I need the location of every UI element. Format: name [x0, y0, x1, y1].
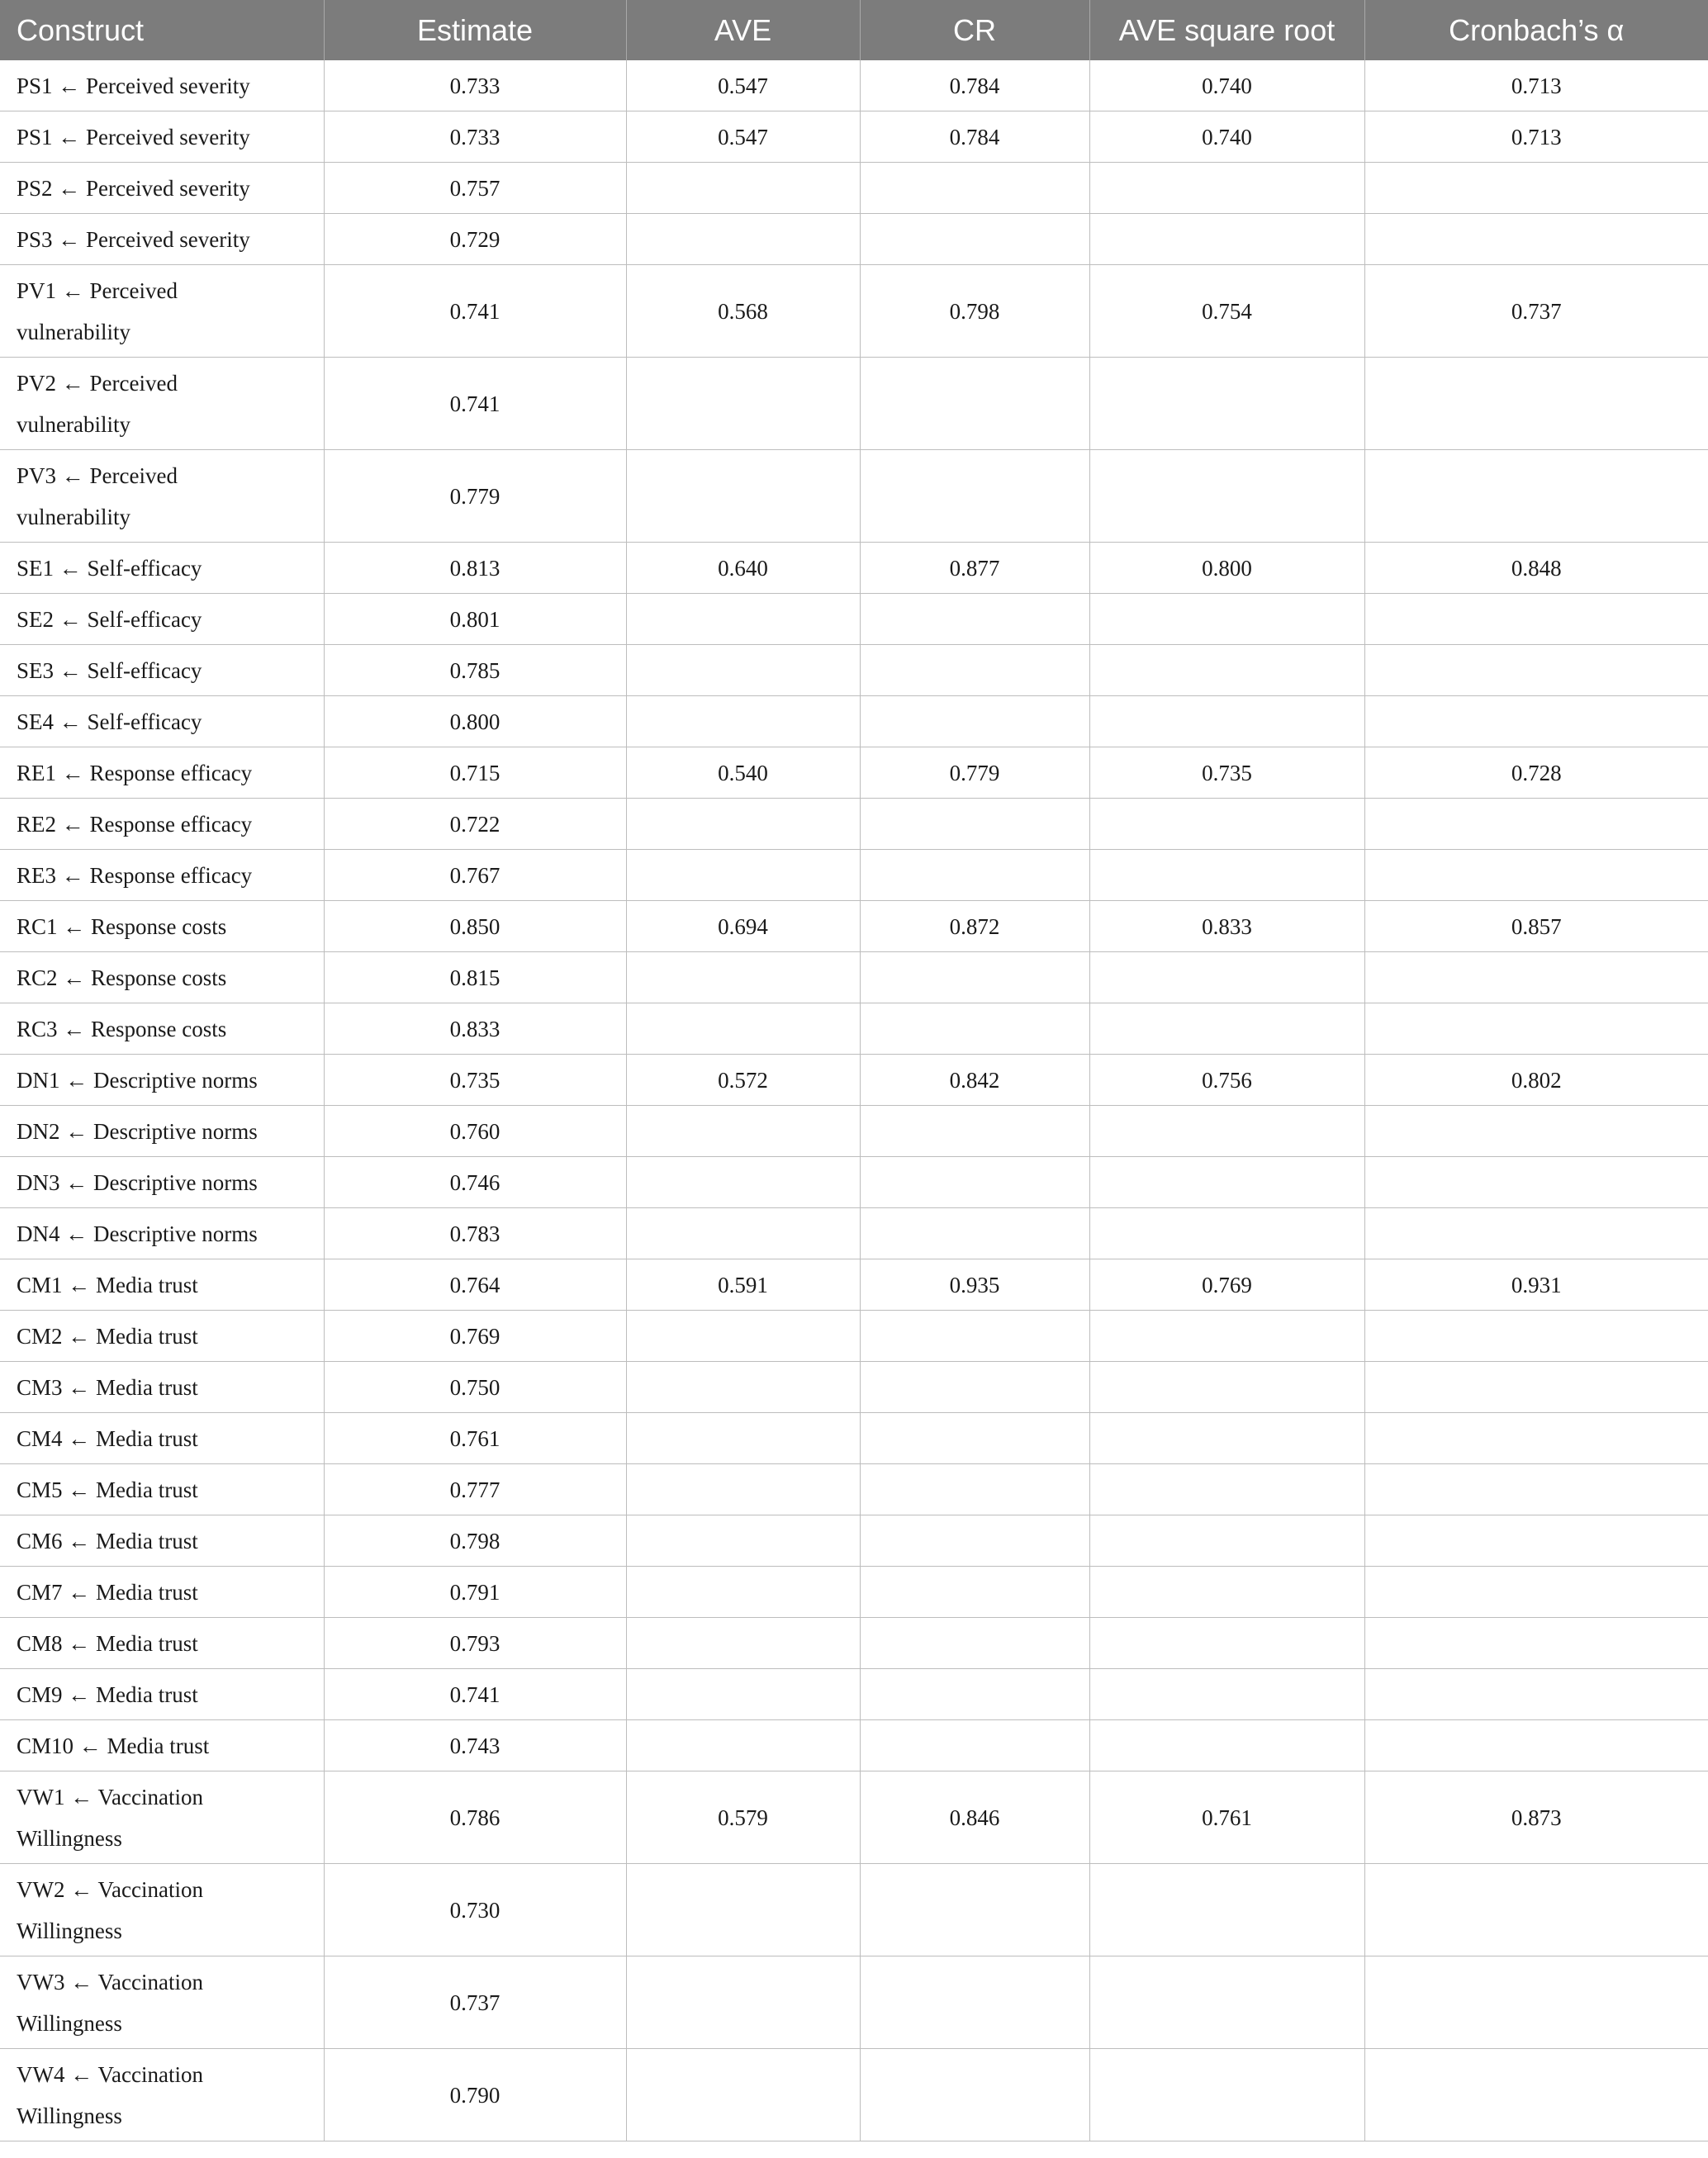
table-row: [0, 111, 1708, 163]
estimate-cell: 0.764: [324, 1259, 626, 1311]
estimate-cell: 0.785: [324, 645, 626, 696]
ave-cell: [626, 163, 860, 214]
table-row: [0, 1515, 1708, 1567]
cr-cell: [860, 1157, 1089, 1208]
table-row: [0, 543, 1708, 594]
cr-cell: 0.842: [860, 1055, 1089, 1106]
ave-square-root-cell: [1089, 1157, 1364, 1208]
ave-square-root-cell: 0.735: [1089, 747, 1364, 799]
cr-cell: [860, 1515, 1089, 1567]
ave-cell: 0.547: [626, 111, 860, 163]
table-row: [0, 1771, 1708, 1864]
cr-cell: [860, 1362, 1089, 1413]
construct-cell: DN1 ← Descriptive norms: [0, 1055, 324, 1106]
estimate-cell: 0.733: [324, 60, 626, 111]
ave-cell: [626, 850, 860, 901]
construct-cell: DN3 ← Descriptive norms: [0, 1157, 324, 1208]
header-cr: CR: [860, 0, 1089, 60]
estimate-cell: 0.735: [324, 1055, 626, 1106]
ave-square-root-cell: [1089, 1669, 1364, 1720]
cronbach-alpha-cell: [1364, 1864, 1708, 1956]
ave-square-root-cell: [1089, 1956, 1364, 2049]
cr-cell: [860, 1106, 1089, 1157]
ave-cell: [626, 1003, 860, 1055]
cronbach-alpha-cell: 0.713: [1364, 111, 1708, 163]
cronbach-alpha-cell: 0.737: [1364, 265, 1708, 358]
table-row: [0, 747, 1708, 799]
table-row: [0, 1413, 1708, 1464]
ave-cell: [626, 645, 860, 696]
ave-square-root-cell: 0.800: [1089, 543, 1364, 594]
table-row: [0, 1618, 1708, 1669]
ave-square-root-cell: 0.833: [1089, 901, 1364, 952]
cr-cell: [860, 163, 1089, 214]
ave-cell: [626, 358, 860, 450]
ave-cell: [626, 2049, 860, 2141]
table-row: [0, 1157, 1708, 1208]
construct-cell: CM8 ← Media trust: [0, 1618, 324, 1669]
cronbach-alpha-cell: [1364, 1956, 1708, 2049]
cr-cell: [860, 1464, 1089, 1515]
table-row: [0, 1003, 1708, 1055]
construct-cell: CM2 ← Media trust: [0, 1311, 324, 1362]
table-body: [0, 60, 1708, 2141]
cronbach-alpha-cell: [1364, 594, 1708, 645]
cr-cell: [860, 214, 1089, 265]
ave-square-root-cell: [1089, 594, 1364, 645]
construct-cell: VW4 ← Vaccination Willingness: [0, 2049, 324, 2141]
ave-cell: 0.579: [626, 1771, 860, 1864]
table-row: [0, 1259, 1708, 1311]
estimate-cell: 0.733: [324, 111, 626, 163]
cronbach-alpha-cell: 0.873: [1364, 1771, 1708, 1864]
cr-cell: 0.784: [860, 60, 1089, 111]
estimate-cell: 0.783: [324, 1208, 626, 1259]
ave-cell: [626, 1157, 860, 1208]
estimate-cell: 0.790: [324, 2049, 626, 2141]
cronbach-alpha-cell: [1364, 1157, 1708, 1208]
construct-cell: RC3 ← Response costs: [0, 1003, 324, 1055]
ave-cell: [626, 1362, 860, 1413]
ave-cell: [626, 1515, 860, 1567]
estimate-cell: 0.746: [324, 1157, 626, 1208]
ave-cell: 0.694: [626, 901, 860, 952]
estimate-cell: 0.813: [324, 543, 626, 594]
ave-cell: [626, 1413, 860, 1464]
header-construct: Construct: [0, 0, 324, 60]
cronbach-alpha-cell: [1364, 2049, 1708, 2141]
cr-cell: 0.779: [860, 747, 1089, 799]
estimate-cell: 0.793: [324, 1618, 626, 1669]
cronbach-alpha-cell: [1364, 1311, 1708, 1362]
table-row: [0, 952, 1708, 1003]
ave-square-root-cell: [1089, 799, 1364, 850]
ave-square-root-cell: [1089, 1464, 1364, 1515]
cronbach-alpha-cell: [1364, 696, 1708, 747]
construct-cell: CM10 ← Media trust: [0, 1720, 324, 1771]
ave-square-root-cell: [1089, 1720, 1364, 1771]
construct-cell: CM1 ← Media trust: [0, 1259, 324, 1311]
cr-cell: 0.877: [860, 543, 1089, 594]
construct-cell: VW2 ← Vaccination Willingness: [0, 1864, 324, 1956]
cr-cell: [860, 850, 1089, 901]
ave-cell: 0.540: [626, 747, 860, 799]
construct-cell: CM5 ← Media trust: [0, 1464, 324, 1515]
ave-cell: [626, 1618, 860, 1669]
table-row: [0, 358, 1708, 450]
ave-cell: [626, 450, 860, 543]
cronbach-alpha-cell: [1364, 645, 1708, 696]
cr-cell: [860, 1864, 1089, 1956]
table-row: [0, 1106, 1708, 1157]
ave-square-root-cell: 0.761: [1089, 1771, 1364, 1864]
table-row: [0, 1669, 1708, 1720]
construct-cell: PV2 ← Perceived vulnerability: [0, 358, 324, 450]
ave-square-root-cell: 0.756: [1089, 1055, 1364, 1106]
cr-cell: [860, 696, 1089, 747]
cr-cell: 0.872: [860, 901, 1089, 952]
construct-cell: VW3 ← Vaccination Willingness: [0, 1956, 324, 2049]
ave-cell: [626, 1311, 860, 1362]
table-row: [0, 1464, 1708, 1515]
ave-square-root-cell: [1089, 163, 1364, 214]
construct-cell: SE2 ← Self-efficacy: [0, 594, 324, 645]
cr-cell: 0.935: [860, 1259, 1089, 1311]
cronbach-alpha-cell: [1364, 358, 1708, 450]
cronbach-alpha-cell: [1364, 1208, 1708, 1259]
construct-cell: VW1 ← Vaccination Willingness: [0, 1771, 324, 1864]
table-row: [0, 214, 1708, 265]
estimate-cell: 0.761: [324, 1413, 626, 1464]
construct-cell: DN4 ← Descriptive norms: [0, 1208, 324, 1259]
ave-square-root-cell: [1089, 1413, 1364, 1464]
table-row: [0, 60, 1708, 111]
ave-cell: [626, 1864, 860, 1956]
cr-cell: 0.846: [860, 1771, 1089, 1864]
construct-cell: CM4 ← Media trust: [0, 1413, 324, 1464]
ave-cell: [626, 1720, 860, 1771]
ave-square-root-cell: [1089, 1567, 1364, 1618]
header-ave-square-root: AVE square root: [1089, 0, 1364, 60]
construct-cell: PS1 ← Perceived severity: [0, 111, 324, 163]
ave-cell: 0.547: [626, 60, 860, 111]
construct-cell: PS3 ← Perceived severity: [0, 214, 324, 265]
estimate-cell: 0.798: [324, 1515, 626, 1567]
construct-cell: PS1 ← Perceived severity: [0, 60, 324, 111]
ave-square-root-cell: [1089, 952, 1364, 1003]
ave-cell: [626, 1669, 860, 1720]
cr-cell: 0.784: [860, 111, 1089, 163]
estimate-cell: 0.800: [324, 696, 626, 747]
ave-cell: [626, 594, 860, 645]
ave-cell: [626, 1208, 860, 1259]
estimate-cell: 0.729: [324, 214, 626, 265]
estimate-cell: 0.741: [324, 1669, 626, 1720]
estimate-cell: 0.791: [324, 1567, 626, 1618]
ave-cell: [626, 696, 860, 747]
construct-cell: PS2 ← Perceived severity: [0, 163, 324, 214]
ave-square-root-cell: [1089, 2049, 1364, 2141]
table-row: [0, 2049, 1708, 2141]
estimate-cell: 0.760: [324, 1106, 626, 1157]
ave-square-root-cell: 0.740: [1089, 111, 1364, 163]
ave-square-root-cell: [1089, 1106, 1364, 1157]
estimate-cell: 0.769: [324, 1311, 626, 1362]
ave-cell: [626, 214, 860, 265]
cr-cell: [860, 594, 1089, 645]
table-row: [0, 1956, 1708, 2049]
construct-cell: SE3 ← Self-efficacy: [0, 645, 324, 696]
ave-square-root-cell: 0.769: [1089, 1259, 1364, 1311]
cr-cell: [860, 1311, 1089, 1362]
ave-square-root-cell: [1089, 1208, 1364, 1259]
ave-cell: 0.640: [626, 543, 860, 594]
construct-cell: RC2 ← Response costs: [0, 952, 324, 1003]
cr-cell: [860, 952, 1089, 1003]
construct-cell: RC1 ← Response costs: [0, 901, 324, 952]
cronbach-alpha-cell: [1364, 1464, 1708, 1515]
table-row: [0, 901, 1708, 952]
table-row: [0, 1055, 1708, 1106]
table-row: [0, 1362, 1708, 1413]
estimate-cell: 0.715: [324, 747, 626, 799]
cr-cell: [860, 1720, 1089, 1771]
construct-cell: CM7 ← Media trust: [0, 1567, 324, 1618]
cronbach-alpha-cell: 0.931: [1364, 1259, 1708, 1311]
table-row: [0, 1208, 1708, 1259]
table-row: [0, 696, 1708, 747]
construct-cell: CM9 ← Media trust: [0, 1669, 324, 1720]
cronbach-alpha-cell: [1364, 1362, 1708, 1413]
ave-cell: [626, 952, 860, 1003]
header-row: [0, 0, 1708, 60]
table-row: [0, 450, 1708, 543]
cronbach-alpha-cell: 0.728: [1364, 747, 1708, 799]
table-row: [0, 1567, 1708, 1618]
cr-cell: [860, 1669, 1089, 1720]
estimate-cell: 0.767: [324, 850, 626, 901]
cronbach-alpha-cell: [1364, 1720, 1708, 1771]
estimate-cell: 0.722: [324, 799, 626, 850]
header-ave: AVE: [626, 0, 860, 60]
ave-square-root-cell: [1089, 214, 1364, 265]
cr-cell: [860, 1003, 1089, 1055]
estimate-cell: 0.741: [324, 358, 626, 450]
ave-cell: [626, 1956, 860, 2049]
cr-cell: [860, 2049, 1089, 2141]
cronbach-alpha-cell: [1364, 450, 1708, 543]
ave-square-root-cell: 0.754: [1089, 265, 1364, 358]
table-row: [0, 1311, 1708, 1362]
cr-cell: [860, 1956, 1089, 2049]
estimate-cell: 0.801: [324, 594, 626, 645]
construct-cell: SE4 ← Self-efficacy: [0, 696, 324, 747]
construct-cell: RE3 ← Response efficacy: [0, 850, 324, 901]
ave-square-root-cell: [1089, 1003, 1364, 1055]
ave-square-root-cell: [1089, 850, 1364, 901]
table-row: [0, 265, 1708, 358]
cronbach-alpha-cell: [1364, 952, 1708, 1003]
cronbach-alpha-cell: 0.848: [1364, 543, 1708, 594]
ave-square-root-cell: [1089, 1362, 1364, 1413]
estimate-cell: 0.750: [324, 1362, 626, 1413]
cronbach-alpha-cell: [1364, 1669, 1708, 1720]
cronbach-alpha-cell: [1364, 1515, 1708, 1567]
cr-cell: [860, 1567, 1089, 1618]
table-row: [0, 850, 1708, 901]
table-row: [0, 1864, 1708, 1956]
ave-square-root-cell: [1089, 1311, 1364, 1362]
cr-cell: 0.798: [860, 265, 1089, 358]
header-estimate: Estimate: [324, 0, 626, 60]
cronbach-alpha-cell: [1364, 850, 1708, 901]
estimate-cell: 0.730: [324, 1864, 626, 1956]
cr-cell: [860, 1208, 1089, 1259]
cronbach-alpha-cell: [1364, 1618, 1708, 1669]
ave-square-root-cell: [1089, 1515, 1364, 1567]
ave-square-root-cell: [1089, 1864, 1364, 1956]
cronbach-alpha-cell: [1364, 163, 1708, 214]
estimate-cell: 0.833: [324, 1003, 626, 1055]
ave-cell: 0.591: [626, 1259, 860, 1311]
cr-cell: [860, 645, 1089, 696]
estimate-cell: 0.757: [324, 163, 626, 214]
ave-cell: [626, 799, 860, 850]
header-cronbach-alpha: Cronbach’s α: [1364, 0, 1708, 60]
cr-cell: [860, 799, 1089, 850]
construct-cell: CM6 ← Media trust: [0, 1515, 324, 1567]
construct-cell: RE1 ← Response efficacy: [0, 747, 324, 799]
cr-cell: [860, 450, 1089, 543]
cronbach-alpha-cell: [1364, 214, 1708, 265]
cronbach-alpha-cell: 0.857: [1364, 901, 1708, 952]
ave-cell: 0.568: [626, 265, 860, 358]
construct-cell: CM3 ← Media trust: [0, 1362, 324, 1413]
estimate-cell: 0.777: [324, 1464, 626, 1515]
estimate-cell: 0.737: [324, 1956, 626, 2049]
construct-cell: RE2 ← Response efficacy: [0, 799, 324, 850]
construct-cell: DN2 ← Descriptive norms: [0, 1106, 324, 1157]
ave-square-root-cell: [1089, 1618, 1364, 1669]
estimate-cell: 0.743: [324, 1720, 626, 1771]
cronbach-alpha-cell: [1364, 1106, 1708, 1157]
cronbach-alpha-cell: [1364, 1567, 1708, 1618]
estimate-cell: 0.815: [324, 952, 626, 1003]
ave-square-root-cell: [1089, 696, 1364, 747]
ave-cell: [626, 1464, 860, 1515]
ave-square-root-cell: 0.740: [1089, 60, 1364, 111]
ave-cell: [626, 1106, 860, 1157]
cr-cell: [860, 358, 1089, 450]
ave-square-root-cell: [1089, 358, 1364, 450]
construct-cell: PV1 ← Perceived vulnerability: [0, 265, 324, 358]
cronbach-alpha-cell: 0.802: [1364, 1055, 1708, 1106]
ave-cell: [626, 1567, 860, 1618]
cronbach-alpha-cell: [1364, 1413, 1708, 1464]
construct-cell: SE1 ← Self-efficacy: [0, 543, 324, 594]
cronbach-alpha-cell: 0.713: [1364, 60, 1708, 111]
estimate-cell: 0.741: [324, 265, 626, 358]
ave-square-root-cell: [1089, 450, 1364, 543]
estimate-cell: 0.786: [324, 1771, 626, 1864]
table-row: [0, 1720, 1708, 1771]
cronbach-alpha-cell: [1364, 799, 1708, 850]
cr-cell: [860, 1413, 1089, 1464]
table-row: [0, 645, 1708, 696]
cr-cell: [860, 1618, 1089, 1669]
table-row: [0, 799, 1708, 850]
table-row: [0, 594, 1708, 645]
cronbach-alpha-cell: [1364, 1003, 1708, 1055]
estimate-cell: 0.779: [324, 450, 626, 543]
estimate-cell: 0.850: [324, 901, 626, 952]
ave-cell: 0.572: [626, 1055, 860, 1106]
ave-square-root-cell: [1089, 645, 1364, 696]
table-row: [0, 163, 1708, 214]
construct-cell: PV3 ← Perceived vulnerability: [0, 450, 324, 543]
